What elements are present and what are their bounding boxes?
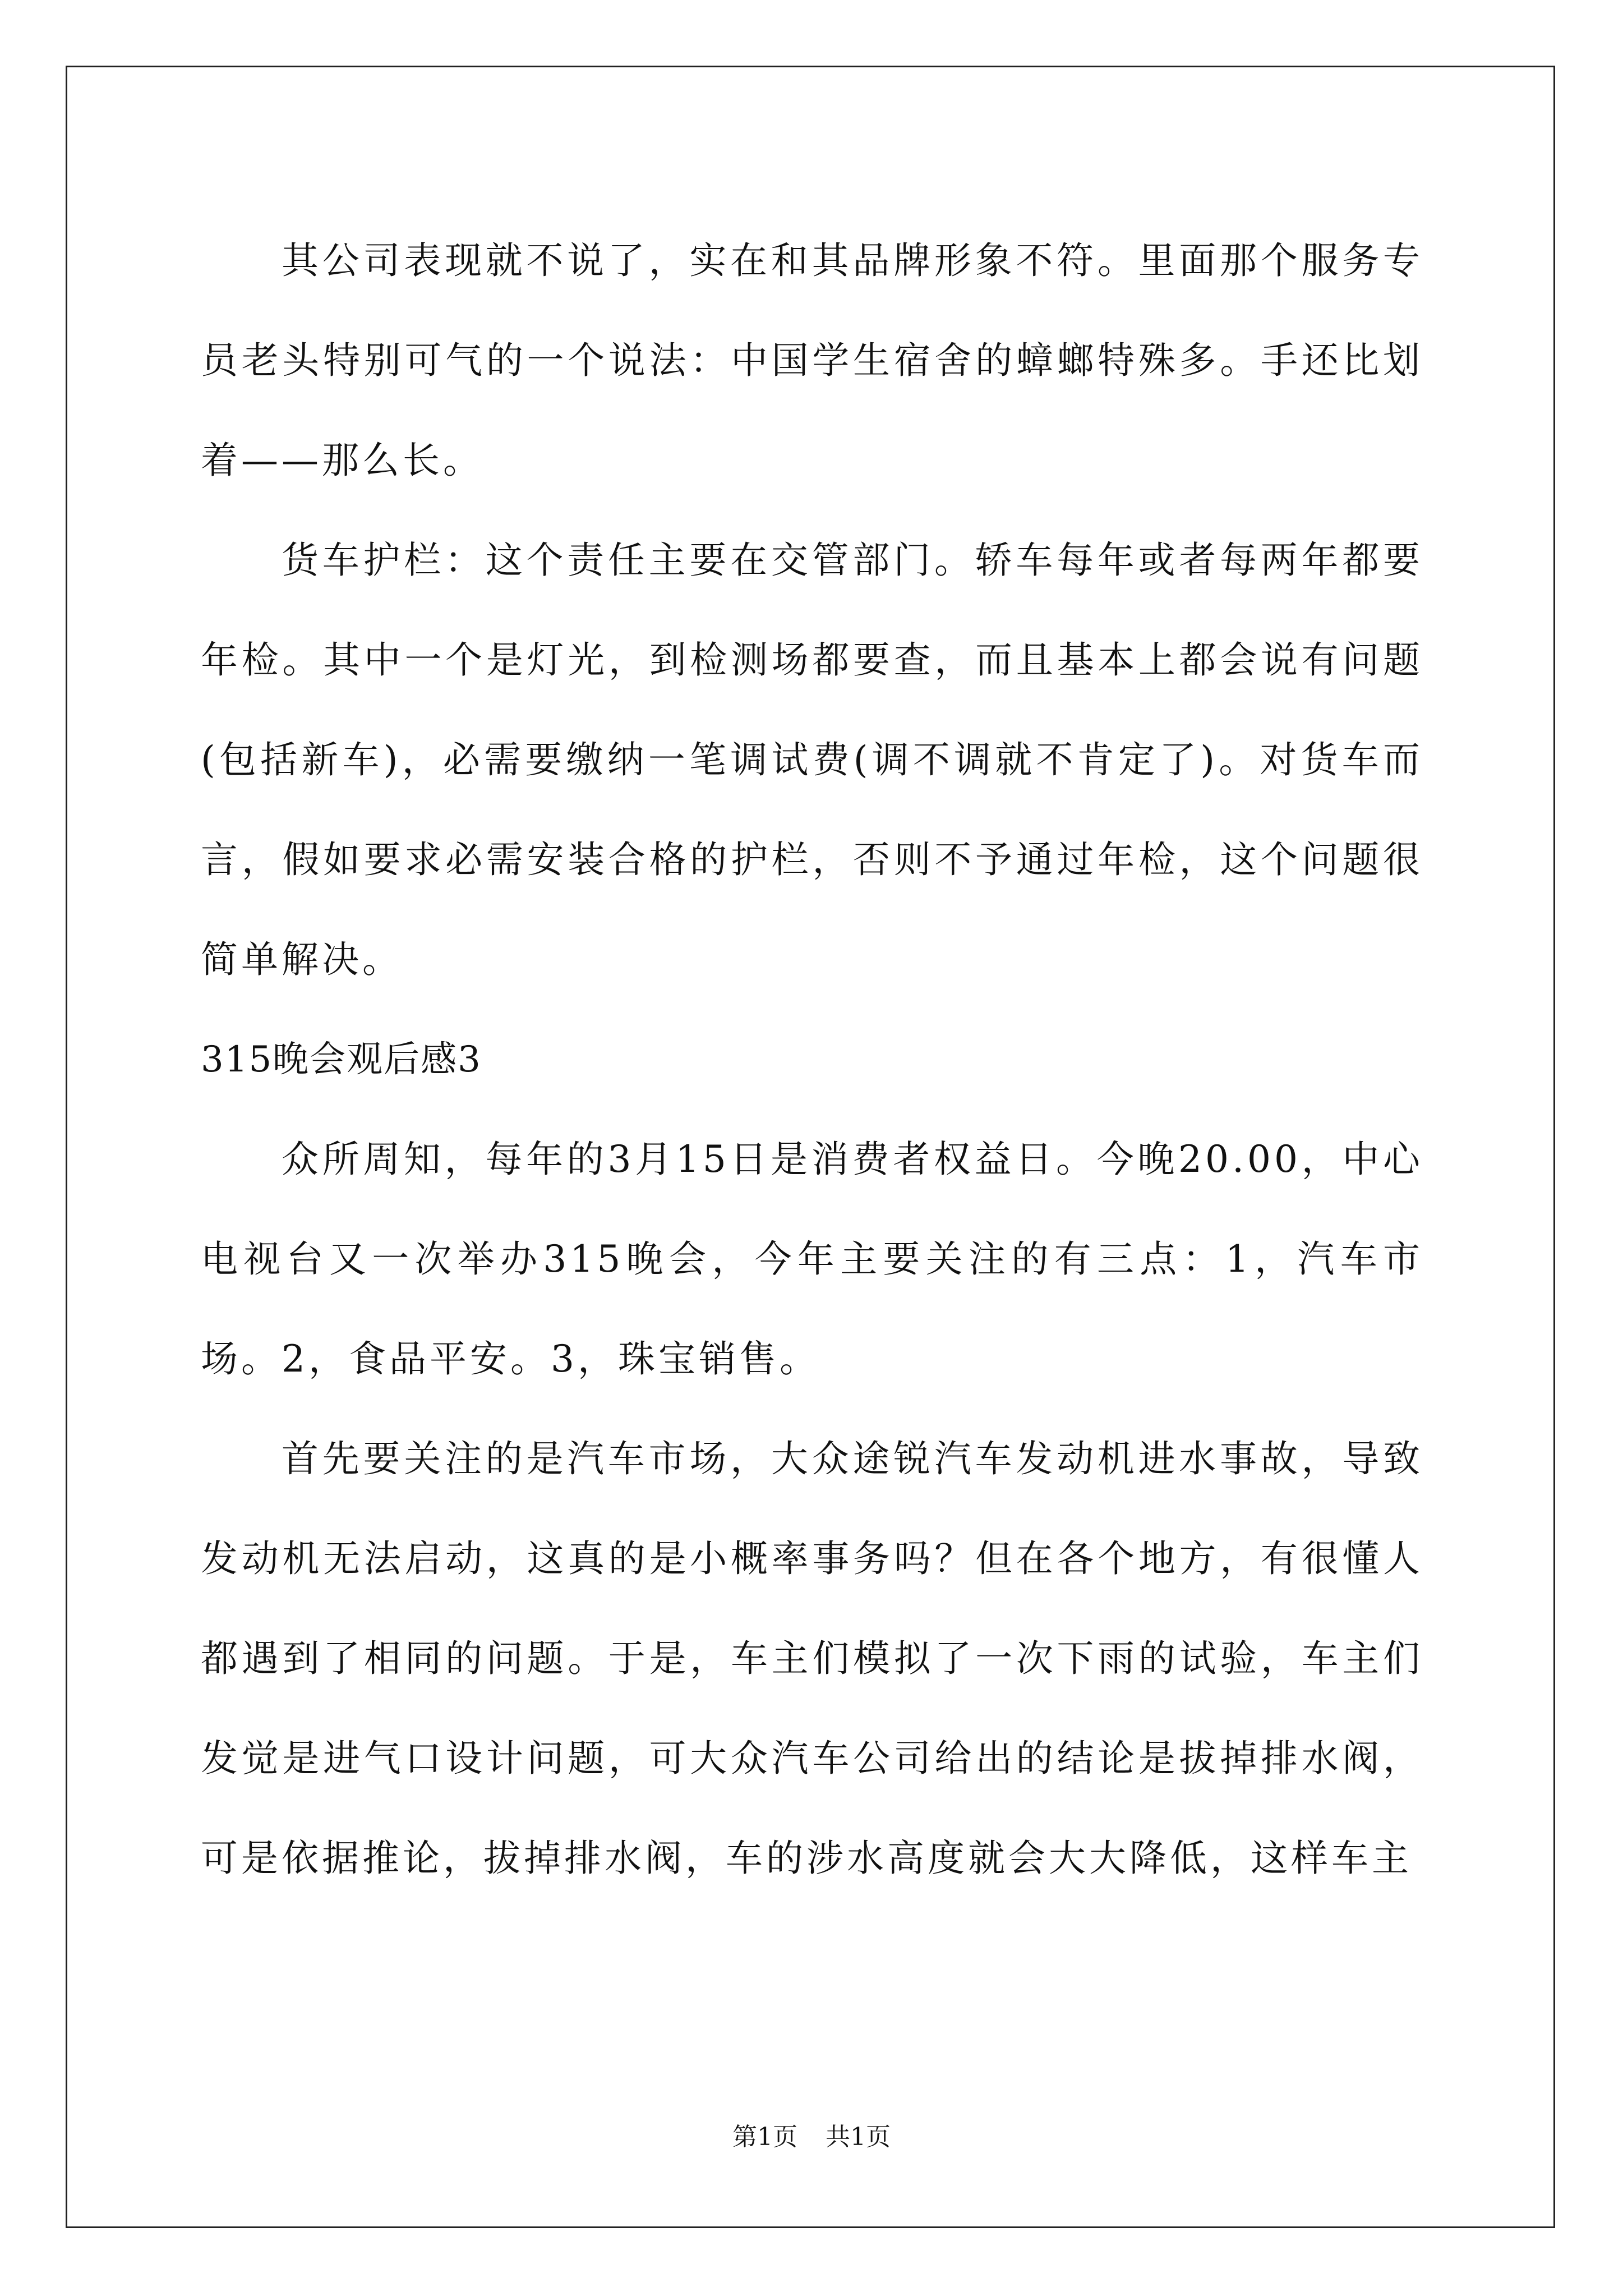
document-body bbox=[201, 211, 1423, 1908]
page-total: 共1页 bbox=[826, 2123, 891, 2151]
paragraph-2: 货车护栏：这个责任主要在交管部门。轿车每年或者每两年都要年检。其中一个是灯光，到检测场都要查，而且基本上都会说有问题(包括新车)，必需要缴纳一笔调试费(调不调就不肯定了)。对货车而言，假如要求必需安装合格的护栏，否则不予通过年检，这个问题很简单解决。 bbox=[201, 539, 1423, 981]
paragraph-4: 首先要关注的是汽车市场，大众途锐汽车发动机进水事故，导致发动机无法启动，这真的是小概率事务吗？但在各个地方，有很懂人都遇到了相同的问题。于是，车主们模拟了一次下雨的试验，车主们发觉是进气口设计问题，可大众汽车公司给出的结论是拔掉排水阀，可是依据推论，拔掉排水阀，车的涉水高度就会大大降低，这样车主 bbox=[201, 1437, 1423, 1880]
page-number: 第1页 bbox=[732, 2123, 797, 2151]
page-footer bbox=[0, 2120, 1623, 2154]
paragraph-3: 众所周知，每年的3月15日是消费者权益日。今晚20.00，中心电视台又一次举办315晚会，今年主要关注的有三点：1，汽车市场。2，食品平安。3，珠宝销售。 bbox=[201, 1138, 1423, 1381]
section-heading: 315晚会观后感3 bbox=[201, 1039, 482, 1080]
paragraph-1: 其公司表现就不说了，实在和其品牌形象不符。里面那个服务专员老头特别可气的一个说法：中国学生宿舍的蟑螂特殊多。手还比划着——那么长。 bbox=[201, 239, 1423, 482]
